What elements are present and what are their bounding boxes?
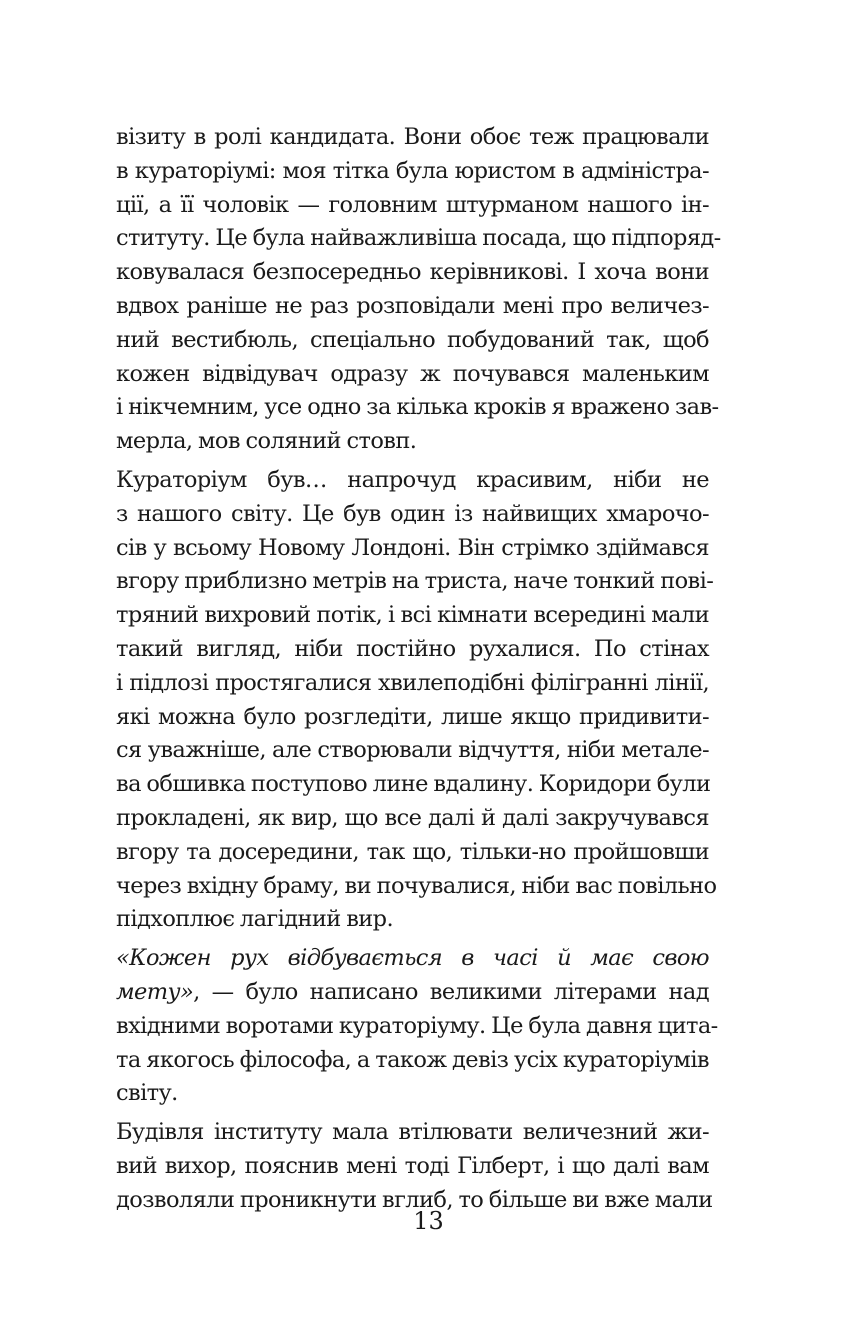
- text-line: дозволяли проникнути вглиб, то більше ви вже мали: [116, 1186, 713, 1213]
- paragraph-1: [116, 121, 721, 459]
- text-line: мерла, мов соляний стовп.: [116, 428, 417, 455]
- paragraph-2: [116, 464, 717, 937]
- text-line: ва обшивка поступово лине вдалину. Коридори були: [116, 771, 711, 798]
- text-line: підхоплює лагідний вир.: [116, 906, 394, 933]
- body-text: [116, 121, 721, 1218]
- text-line: вхідними воротами кураторіуму. Це була давня цита-: [116, 1012, 718, 1039]
- text-line: ції, а її чоловік — головним штурманом нашого ін-: [116, 191, 709, 218]
- motto-line-rest: , — було написано великими літерами над: [193, 978, 709, 1005]
- text-line: ституту. Це була найважливіша посада, що підпоряд-: [116, 225, 721, 252]
- paragraph-4: [116, 1116, 713, 1217]
- text-line: ковувалася безпосередньо керівникові. І хоча вони: [116, 259, 709, 286]
- text-line: вгору приблизно метрів на триста, наче тонкий пові-: [116, 568, 714, 595]
- text-line: які можна було розгледіти, лише якщо придивити-: [116, 703, 709, 730]
- text-line: ся уважніше, але створювали відчуття, ніби метале-: [116, 737, 709, 764]
- text-line: Будівля інституту мала втілювати величезний жи-: [116, 1119, 709, 1146]
- text-line: сів у всьому Новому Лондоні. Він стрімко здіймався: [116, 534, 709, 561]
- text-line: ний вестибюль, спеціально побудований так, щоб: [116, 326, 709, 353]
- text-line: Кураторіум був… напрочуд красивим, ніби не: [116, 466, 709, 493]
- motto-line: [116, 942, 709, 976]
- text-line: прокладені, як вир, що все далі й далі закручувався: [116, 804, 709, 831]
- text-line: тряний вихровий потік, і всі кімнати всередині мали: [116, 602, 709, 629]
- paragraph-3: [116, 942, 718, 1111]
- text-line: в кураторіумі: моя тітка була юристом в адміністра-: [116, 157, 709, 184]
- text-line: [116, 976, 709, 1010]
- text-line: і нікчемним, усе одно за кілька кроків я вражено зав-: [116, 394, 719, 421]
- text-line: вгору та досередини, так що, тільки-но пройшовши: [116, 838, 709, 865]
- page-number: 13: [413, 1207, 444, 1235]
- text-line: світу.: [116, 1080, 178, 1107]
- text-line: і підлозі простягалися хвилеподібні філігранні лінії,: [116, 669, 709, 696]
- text-line: через вхідну браму, ви почувалися, ніби вас повільно: [116, 872, 717, 899]
- text-line: вий вихор, пояснив мені тоді Гілберт, і що далі вам: [116, 1152, 709, 1179]
- text-line: такий вигляд, ніби постійно рухалися. По стінах: [116, 635, 709, 662]
- text-line: візиту в ролі кандидата. Вони обоє теж працювали: [116, 124, 709, 150]
- text-line: з нашого світу. Це був один із найвищих хмарочо-: [116, 500, 709, 527]
- text-line: та якогось філософа, а також девіз усіх кураторіумів: [116, 1046, 709, 1073]
- text-line: кожен відвідувач одразу ж почувався маленьким: [116, 360, 709, 387]
- motto-italic: «Кожен рух відбувається в часі й має свою: [116, 945, 709, 972]
- motto-italic-end: мету»: [116, 978, 194, 1005]
- text-line: вдвох раніше не раз розповідали мені про величез-: [116, 292, 709, 319]
